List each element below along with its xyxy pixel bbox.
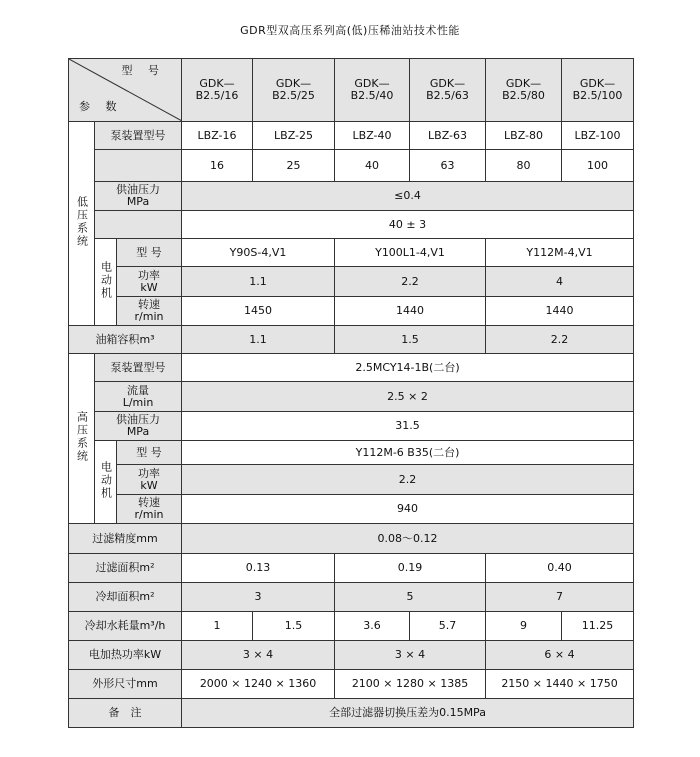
high-motor-power-value: 2.2	[182, 465, 634, 495]
low-motor-model-label: 型 号	[117, 239, 182, 267]
low-motor-speed-label: 转速 r/min	[117, 297, 182, 326]
low-motor-label: 电动机	[95, 239, 117, 326]
remark-value: 全部过滤器切换压差为0.15MPa	[182, 699, 634, 728]
filter-precision-label: 过滤精度mm	[69, 524, 182, 554]
heater-value-2: 3 × 4	[335, 641, 486, 670]
low-pump-3: LBZ-40	[335, 122, 410, 150]
low-motor-power-2: 2.2	[335, 267, 486, 297]
corner-param-label: 参 数	[79, 100, 123, 113]
corner-header-cell	[69, 59, 182, 122]
water-value-6: 11.25	[562, 612, 634, 641]
low-motor-speed-2: 1440	[335, 297, 486, 326]
cooling-area-1: 3	[182, 583, 335, 612]
low-flow-3: 40	[335, 150, 410, 182]
high-motor-speed-value: 940	[182, 495, 634, 524]
low-motor-speed-1: 1450	[182, 297, 335, 326]
remark-label: 备 注	[69, 699, 182, 728]
high-flow-value: 2.5 × 2	[182, 382, 634, 412]
tank-value-2: 1.5	[335, 326, 486, 354]
heater-value-1: 3 × 4	[182, 641, 335, 670]
filter-area-3: 0.40	[486, 554, 634, 583]
high-motor-label: 电动机	[95, 441, 117, 524]
low-system-label: 低压系统	[69, 122, 95, 326]
low-pump-2: LBZ-25	[253, 122, 335, 150]
low-pump-4: LBZ-63	[410, 122, 486, 150]
low-motor-power-1: 1.1	[182, 267, 335, 297]
water-value-1: 1	[182, 612, 253, 641]
cooling-area-2: 5	[335, 583, 486, 612]
page-title: GDR型双高压系列高(低)压稀油站技术性能	[240, 24, 460, 37]
water-value-2: 1.5	[253, 612, 335, 641]
model-header-4: GDK— B2.5/63	[410, 59, 486, 122]
water-consumption-label: 冷却水耗量m³/h	[69, 612, 182, 641]
filter-precision-value: 0.08～0.12	[182, 524, 634, 554]
low-pressure-label: 供油压力 MPa	[95, 182, 182, 211]
cooling-area-3: 7	[486, 583, 634, 612]
low-temp-label-empty	[95, 211, 182, 239]
low-pump-6: LBZ-100	[562, 122, 634, 150]
low-flow-5: 80	[486, 150, 562, 182]
low-pressure-value: ≤0.4	[182, 182, 634, 211]
low-motor-model-1: Y90S-4,V1	[182, 239, 335, 267]
high-motor-model-label: 型 号	[117, 441, 182, 465]
tank-value-1: 1.1	[182, 326, 335, 354]
dimensions-label: 外形尺寸mm	[69, 670, 182, 699]
low-motor-model-2: Y100L1-4,V1	[335, 239, 486, 267]
high-system-label: 高压系统	[69, 354, 95, 524]
high-motor-model-value: Y112M-6 B35(二台)	[182, 441, 634, 465]
model-header-1: GDK— B2.5/16	[182, 59, 253, 122]
filter-area-label: 过滤面积m²	[69, 554, 182, 583]
corner-model-label: 型 号	[121, 64, 166, 77]
heater-value-3: 6 × 4	[486, 641, 634, 670]
high-pressure-label: 供油压力 MPa	[95, 412, 182, 441]
low-flow-2: 25	[253, 150, 335, 182]
high-motor-power-label: 功率 kW	[117, 465, 182, 495]
model-header-3: GDK— B2.5/40	[335, 59, 410, 122]
low-flow-label-empty	[95, 150, 182, 182]
high-pump-label: 泵装置型号	[95, 354, 182, 382]
water-value-3: 3.6	[335, 612, 410, 641]
high-pressure-value: 31.5	[182, 412, 634, 441]
low-pump-5: LBZ-80	[486, 122, 562, 150]
low-motor-power-label: 功率 kW	[117, 267, 182, 297]
low-motor-power-3: 4	[486, 267, 634, 297]
heater-power-label: 电加热功率kW	[69, 641, 182, 670]
low-pump-1: LBZ-16	[182, 122, 253, 150]
high-flow-label: 流量 L/min	[95, 382, 182, 412]
tank-value-3: 2.2	[486, 326, 634, 354]
dimensions-value-3: 2150 × 1440 × 1750	[486, 670, 634, 699]
model-header-6: GDK— B2.5/100	[562, 59, 634, 122]
high-motor-speed-label: 转速 r/min	[117, 495, 182, 524]
dimensions-value-1: 2000 × 1240 × 1360	[182, 670, 335, 699]
low-flow-1: 16	[182, 150, 253, 182]
water-value-5: 9	[486, 612, 562, 641]
low-motor-model-3: Y112M-4,V1	[486, 239, 634, 267]
filter-area-2: 0.19	[335, 554, 486, 583]
low-motor-speed-3: 1440	[486, 297, 634, 326]
low-pump-label: 泵装置型号	[95, 122, 182, 150]
spec-table	[68, 58, 634, 728]
model-header-5: GDK— B2.5/80	[486, 59, 562, 122]
high-pump-value: 2.5MCY14-1B(二台)	[182, 354, 634, 382]
low-temp-value: 40 ± 3	[182, 211, 634, 239]
low-flow-4: 63	[410, 150, 486, 182]
low-flow-6: 100	[562, 150, 634, 182]
tank-label: 油箱容积m³	[69, 326, 182, 354]
model-header-2: GDK— B2.5/25	[253, 59, 335, 122]
filter-area-1: 0.13	[182, 554, 335, 583]
cooling-area-label: 冷却面积m²	[69, 583, 182, 612]
water-value-4: 5.7	[410, 612, 486, 641]
dimensions-value-2: 2100 × 1280 × 1385	[335, 670, 486, 699]
